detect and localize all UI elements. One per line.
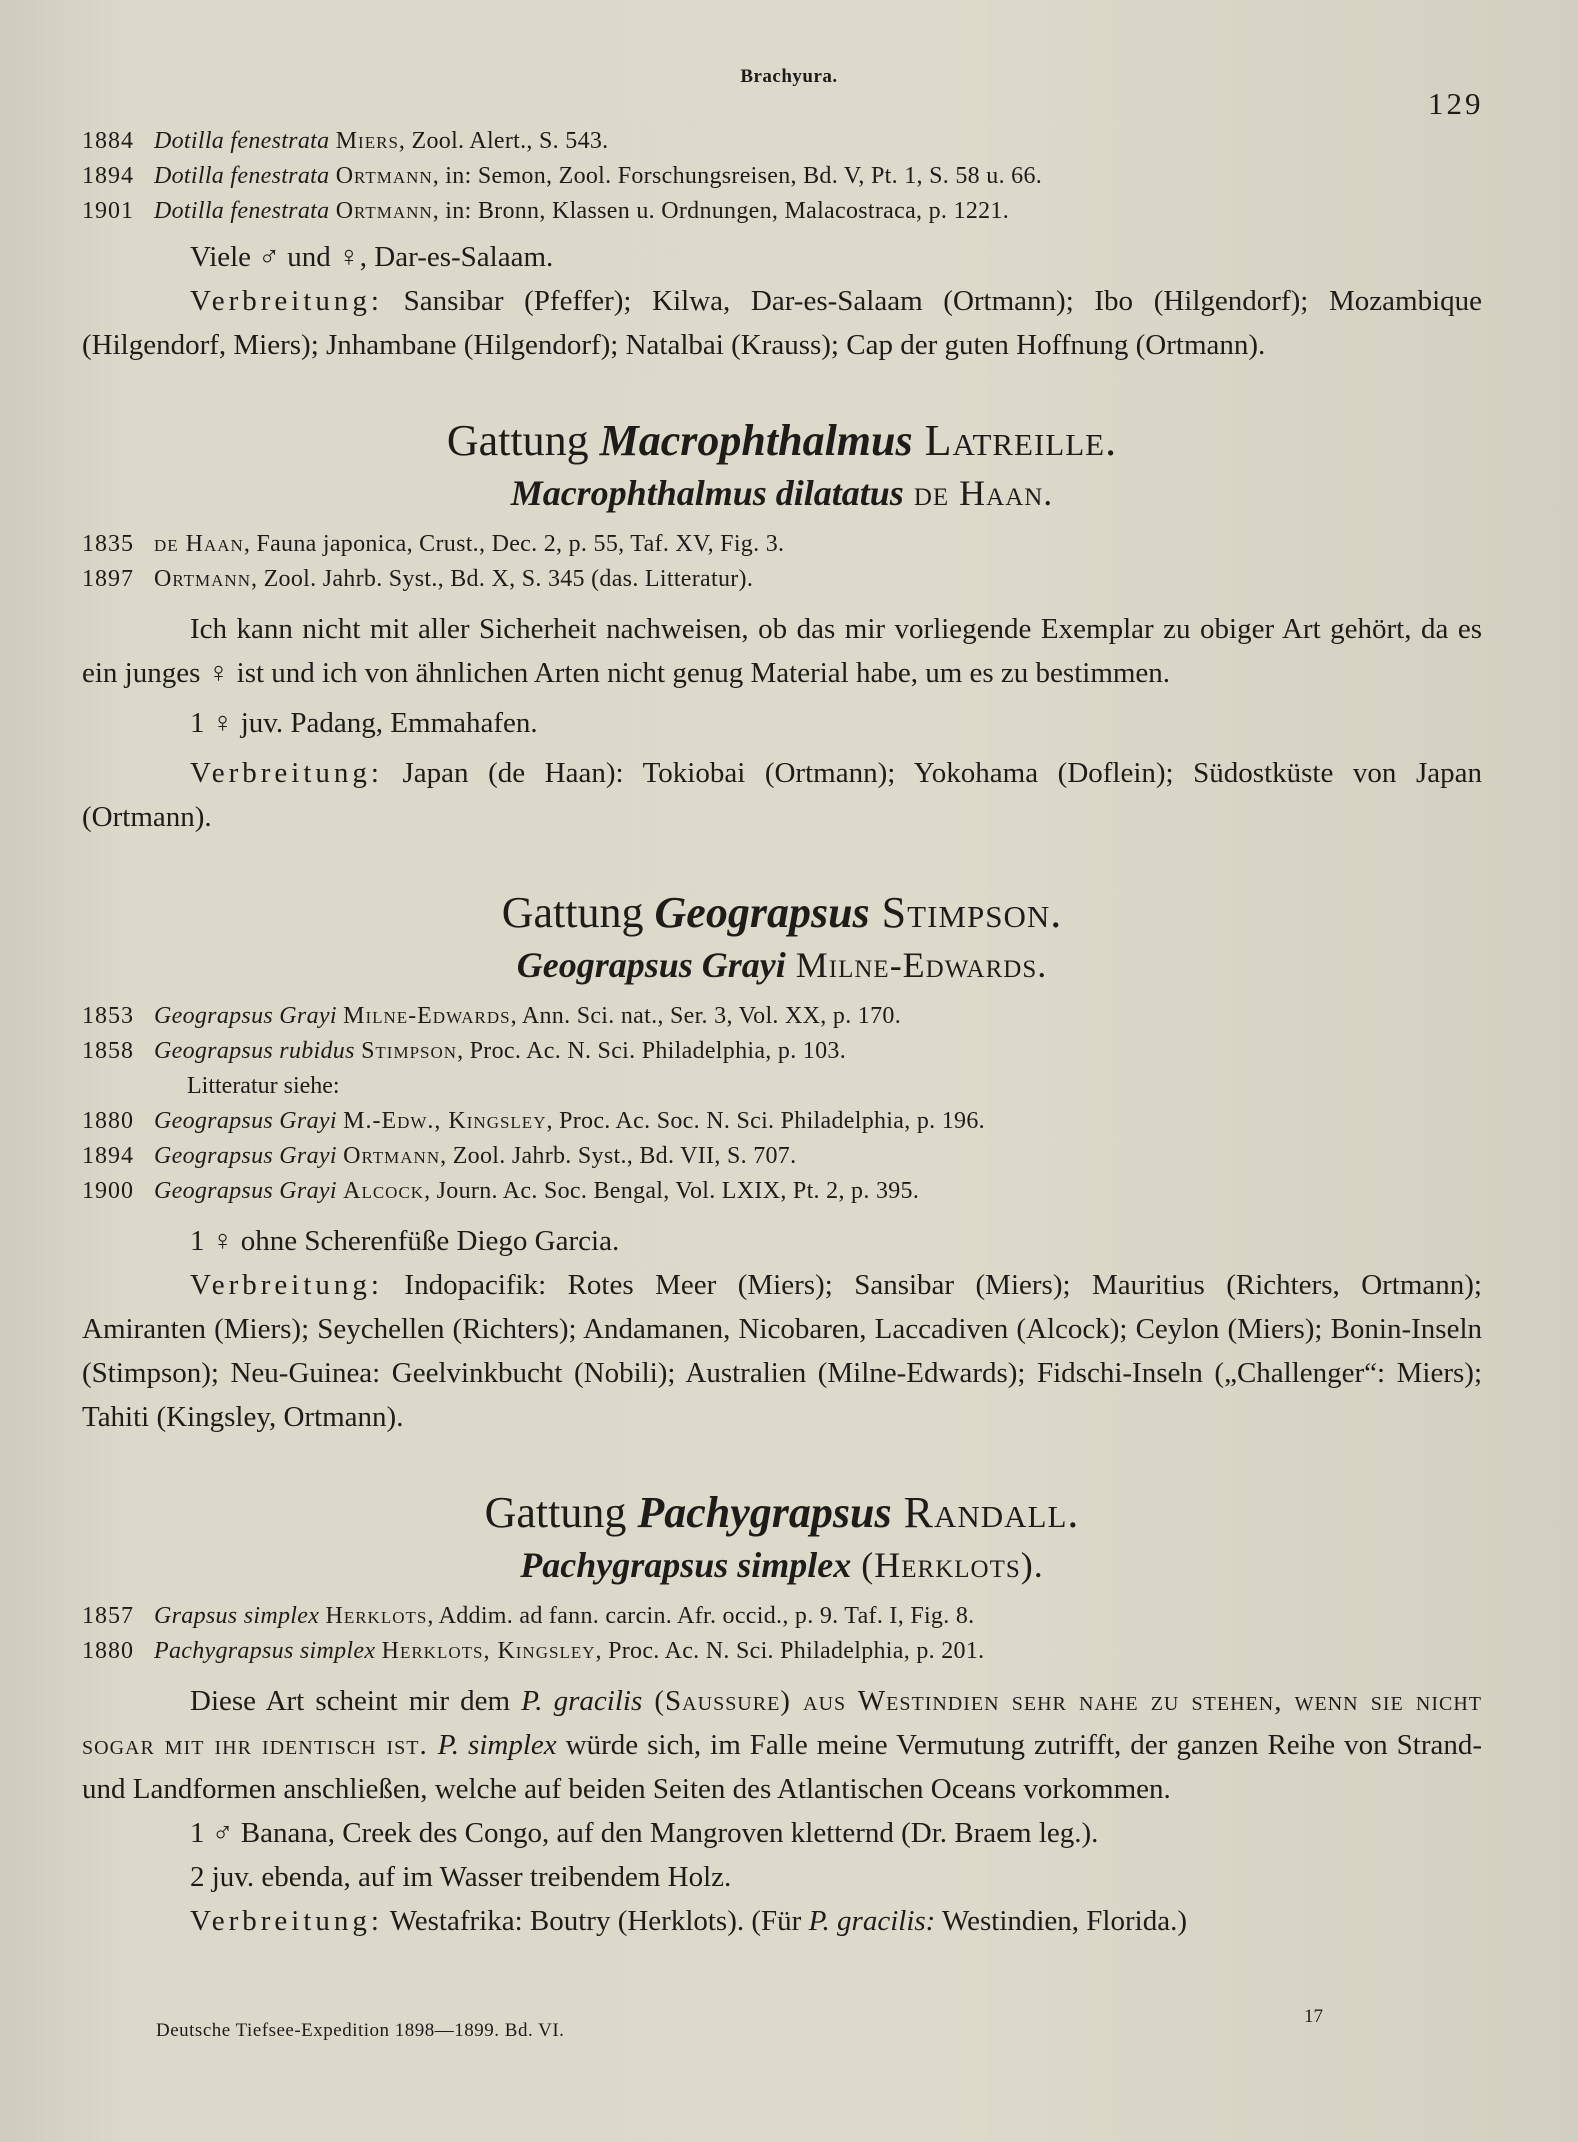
material-line: Viele ♂ und ♀, Dar-es-Salaam. [190, 241, 554, 273]
reference-line: 1894 Dotilla fenestrata Ortmann, in: Semon, Zool. Forschungsreisen, Bd. V, Pt. 1, S. 58 u. 66. [82, 163, 1043, 189]
remark-paragraph: Diese Art scheint mir dem P. gracilis (Saussure) aus Westindien sehr nahe zu stehen, wenn sie nicht sogar mit ihr identisch ist. P. simplex würde sich, im Falle meine Vermutung zutrifft, der ganzen Reihe von Strand- und Landformen anschließen, welche auf beiden Seiten des Atlantischen Oceans vorkommen. [82, 1685, 1483, 1805]
distribution-paragraph: Verbreitung: Japan (de Haan): Tokiobai (Ortmann); Yokohama (Doflein); Südostküste von Japan (Ortmann). [82, 757, 1482, 833]
reference-line: 1857 Grapsus simplex Herklots, Addim. ad fann. carcin. Afr. occid., p. 9. Taf. I, Fig. 8. [82, 1603, 975, 1629]
reference-line: 1880 Geograpsus Grayi M.-Edw., Kingsley, Proc. Ac. Soc. N. Sci. Philadelphia, p. 196. [82, 1108, 985, 1134]
macrophthalmus-references [82, 527, 1482, 597]
reference-line: 1884 Dotilla fenestrata Miers, Zool. Alert., S. 543. [82, 128, 609, 154]
sheet-number: 17 [1304, 2006, 1323, 2027]
page-content [82, 124, 1482, 1943]
geograpsus-references [82, 999, 1482, 1209]
material-line: 1 ♀ juv. Padang, Emmahafen. [190, 707, 538, 739]
genus-heading: Gattung Geograpsus Stimpson. [501, 888, 1063, 937]
literature-note: Litteratur siehe: [187, 1073, 340, 1099]
remark-paragraph: Ich kann nicht mit aller Sicherheit nachweisen, ob das mir vorliegende Exemplar zu obiger Art gehört, da es ein junges ♀ ist und ich von ähnlichen Arten nicht genug Material habe, um es zu bestimmen. [82, 613, 1482, 689]
reference-line: 1897 Ortmann, Zool. Jahrb. Syst., Bd. X, S. 345 (das. Litteratur). [82, 566, 754, 592]
reference-line: 1858 Geograpsus rubidus Stimpson, Proc. Ac. N. Sci. Philadelphia, p. 103. [82, 1038, 846, 1064]
footer-series-title: Deutsche Tiefsee-Expedition 1898—1899. Bd. VI. [156, 2020, 565, 2041]
material-line: 2 juv. ebenda, auf im Wasser treibendem Holz. [190, 1861, 732, 1893]
distribution-paragraph: Verbreitung: Indopacifik: Rotes Meer (Miers); Sansibar (Miers); Mauritius (Richters, Ortmann); Amiranten (Miers); Seychellen (Richters); Andamanen, Nicobaren, Laccadiven (Alcock); Ceylon (Miers); Bonin-Inseln (Stimpson); Neu-Guinea: Geelvinkbucht (Nobili); Australien (Milne-Edwards); Fidschi-Inseln („Challenger“: Miers); Tahiti (Kingsley, Ortmann). [82, 1269, 1482, 1433]
reference-line: 1880 Pachygrapsus simplex Herklots, Kingsley, Proc. Ac. N. Sci. Philadelphia, p. 201. [82, 1638, 985, 1664]
material-line: 1 ♂ Banana, Creek des Congo, auf den Mangroven kletternd (Dr. Braem leg.). [190, 1817, 1099, 1849]
distribution-paragraph: Verbreitung: Westafrika: Boutry (Herklots). (Für P. gracilis: Westindien, Florida.) [190, 1905, 1187, 1937]
distribution-paragraph: Verbreitung: Sansibar (Pfeffer); Kilwa, Dar-es-Salaam (Ortmann); Ibo (Hilgendorf); Mozambique (Hilgendorf, Miers); Jnhambane (Hilgendorf); Natalbai (Krauss); Cap der guten Hoffnung (Ortmann). [82, 285, 1482, 361]
running-header: Brachyura. [740, 66, 838, 87]
species-heading: Macrophthalmus dilatatus de Haan. [510, 473, 1054, 513]
reference-line: 1900 Geograpsus Grayi Alcock, Journ. Ac. Soc. Bengal, Vol. LXIX, Pt. 2, p. 395. [82, 1178, 920, 1204]
reference-line: 1835 de Haan, Fauna japonica, Crust., Dec. 2, p. 55, Taf. XV, Fig. 3. [82, 531, 785, 557]
page-number: 129 [1428, 86, 1484, 121]
species-heading: Pachygrapsus simplex (Herklots). [520, 1545, 1044, 1585]
reference-line: 1901 Dotilla fenestrata Ortmann, in: Bronn, Klassen u. Ordnungen, Malacostraca, p. 1221. [82, 198, 1010, 224]
reference-line: 1853 Geograpsus Grayi Milne-Edwards, Ann. Sci. nat., Ser. 3, Vol. XX, p. 170. [82, 1003, 901, 1029]
genus-heading: Gattung Pachygrapsus Randall. [484, 1488, 1080, 1537]
reference-line: 1894 Geograpsus Grayi Ortmann, Zool. Jahrb. Syst., Bd. VII, S. 707. [82, 1143, 797, 1169]
pachygrapsus-references [82, 1599, 1482, 1669]
material-line: 1 ♀ ohne Scherenfüße Diego Garcia. [190, 1225, 620, 1257]
dotilla-references [82, 124, 1482, 229]
genus-heading: Gattung Macrophthalmus Latreille. [446, 416, 1118, 465]
species-heading: Geograpsus Grayi Milne-Edwards. [516, 945, 1048, 985]
